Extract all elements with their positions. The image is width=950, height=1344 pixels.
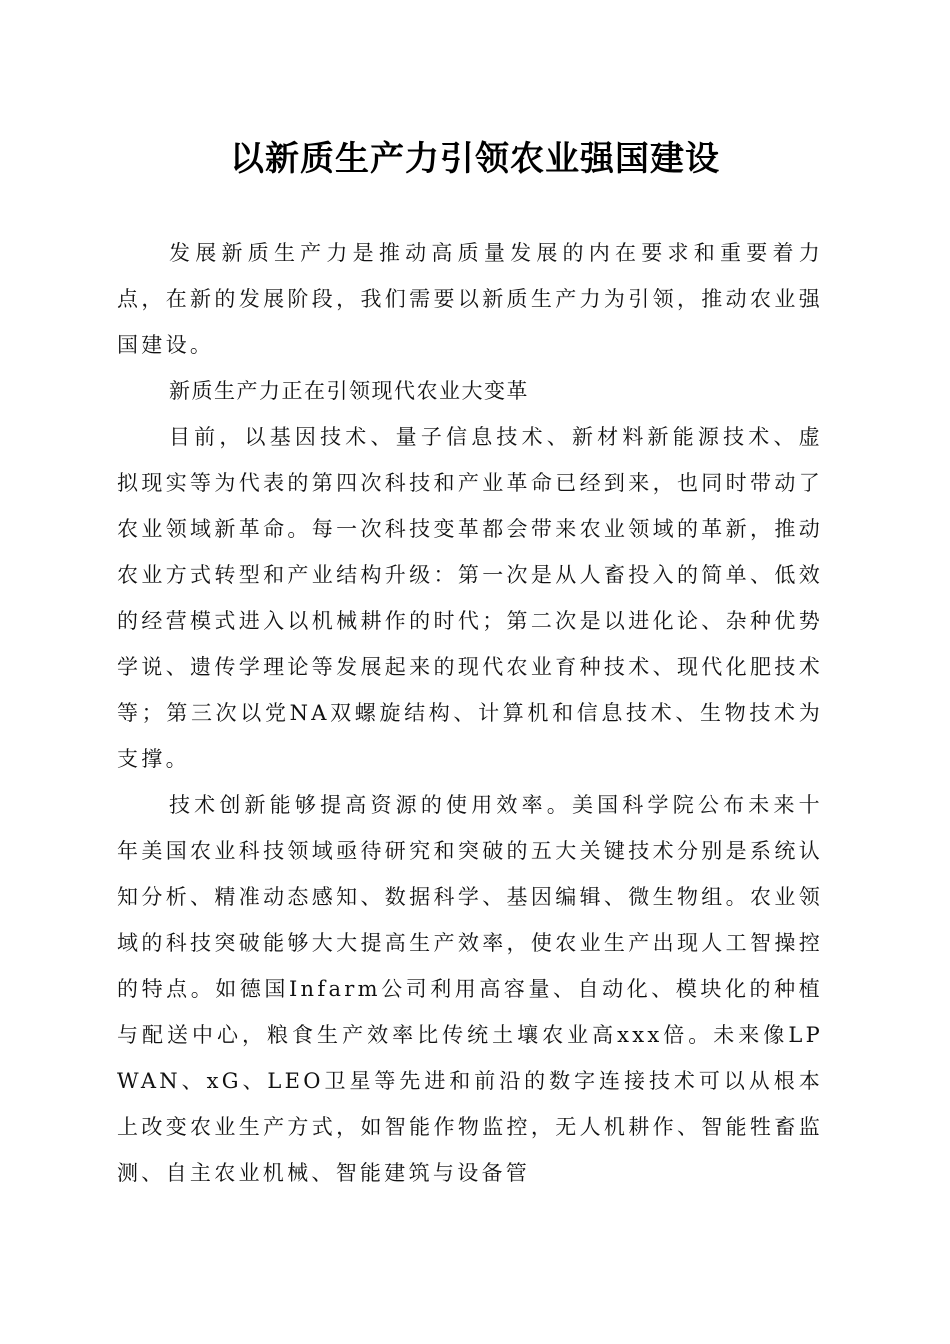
paragraph-revolution: 目前，以基因技术、量子信息技术、新材料新能源技术、虚拟现实等为代表的第四次科技和产业革命已经到来，也同时带动了农业领域新革命。每一次科技变革都会带来农业领域的革新，推动农业方式转型和产业结构升级：第一次是从人畜投入的简单、低效的经营模式进入以机械耕作的时代；第二次是以进化论、杂种优势学说、遗传学理论等发展起来的现代农业育种技术、现代化肥技术等；第三次以党NA双螺旋结构、计算机和信息技术、生物技术为支撑。 <box>117 425 823 771</box>
document-body <box>117 230 823 1196</box>
document-title: 以新质生产力引领农业强国建设 <box>230 139 720 179</box>
section-heading: 新质生产力正在引领现代农业大变革 <box>169 379 529 403</box>
paragraph-innovation: 技术创新能够提高资源的使用效率。美国科学院公布未来十年美国农业科技领域亟待研究和突破的五大关键技术分别是系统认知分析、精准动态感知、数据科学、基因编辑、微生物组。农业领域的科技突破能够大大提高生产效率，使农业生产出现人工智操控的特点。如德国Infarm公司利用高容量、自动化、模块化的种植与配送中心，粮食生产效率比传统土壤农业高xxx倍。未来像LPWAN、xG、LEO卫星等先进和前沿的数字连接技术可以从根本上改变农业生产方式，如智能作物监控，无人机耕作、智能牲畜监测、自主农业机械、智能建筑与设备管 <box>117 793 823 1185</box>
paragraph-intro: 发展新质生产力是推动高质量发展的内在要求和重要着力点，在新的发展阶段，我们需要以新质生产力为引领，推动农业强国建设。 <box>117 241 823 357</box>
